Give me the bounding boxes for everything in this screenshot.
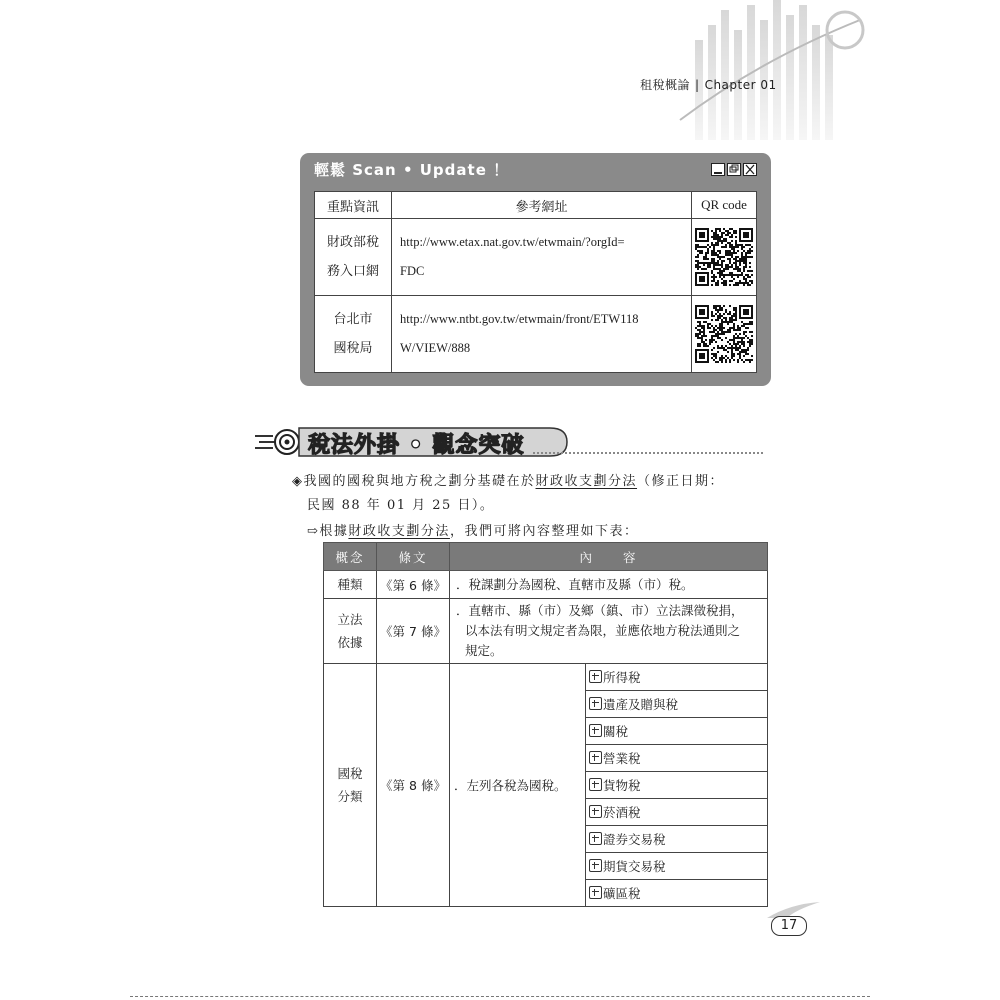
concept-cell (324, 664, 377, 907)
diamond-bullet-icon: ◈ (292, 474, 304, 489)
col-header-qr: QR code (692, 192, 757, 219)
intro-paragraph-line1 (292, 470, 724, 489)
tax-name: 營業稅 (603, 751, 641, 766)
tax-name: 礦區稅 (603, 886, 641, 901)
decorative-chart-graphic (640, 0, 870, 140)
qr-code-icon (695, 305, 753, 363)
tax-name: 遺產及贈與稅 (603, 697, 679, 712)
table-row (324, 599, 768, 664)
scan-box-titlebar (314, 158, 754, 182)
content-cell: ．稅課劃分為國稅、直轄市及縣（市）稅。 (450, 571, 768, 599)
table-row (324, 571, 768, 599)
list-item (586, 799, 768, 826)
content-cell: ．左列各稅為國稅。 (450, 664, 586, 907)
tax-name: 貨物稅 (603, 778, 641, 793)
plus-box-icon (589, 697, 602, 710)
concept-line: 國稅 (337, 766, 363, 781)
page-bottom-rule (130, 996, 870, 997)
col-header-url: 參考網址 (392, 192, 692, 219)
scan-update-box (300, 153, 771, 386)
law-summary-table (323, 542, 768, 907)
content-line: ．直轄市、縣（市）及鄉（鎮、市）立法課徵稅捐， (456, 603, 744, 618)
para-text: 根據 (319, 524, 349, 539)
tax-name: 所得稅 (603, 670, 641, 685)
url-line[interactable]: FDC (400, 264, 425, 278)
url-line[interactable]: http://www.ntbt.gov.tw/etwmain/front/ETW118 (400, 312, 639, 326)
para-text: ，我們可將內容整理如下表： (449, 524, 639, 539)
running-header (640, 76, 777, 93)
page-number: 17 (771, 916, 807, 936)
qr-code-cell (692, 219, 757, 296)
tax-name: 菸酒稅 (603, 805, 641, 820)
table-row (324, 664, 768, 691)
article-cell: 《第 7 條》 (377, 599, 450, 664)
chapter-title: 租稅概論 (640, 78, 691, 92)
concept-cell: 種類 (324, 571, 377, 599)
list-item (586, 718, 768, 745)
list-item (586, 772, 768, 799)
maximize-icon (727, 163, 741, 176)
article-cell: 《第 6 條》 (377, 571, 450, 599)
row-label-line: 務入口網 (326, 264, 379, 279)
header-separator: | (695, 78, 700, 92)
row-label (315, 296, 392, 373)
content-line: 規定。 (465, 643, 503, 658)
row-label-line: 財政部稅 (326, 235, 379, 250)
row-label (315, 219, 392, 296)
col-header-info: 重點資訊 (315, 192, 392, 219)
col-header-concept: 概念 (324, 543, 377, 571)
reference-table (314, 191, 757, 373)
concept-line: 立法 (337, 612, 363, 627)
col-header-article: 條文 (377, 543, 450, 571)
tax-name: 證券交易稅 (603, 832, 666, 847)
content-line: 以本法有明文規定者為限，並應依地方稅法通則之 (465, 623, 741, 638)
dotted-divider (533, 452, 763, 454)
list-item (586, 853, 768, 880)
plus-box-icon (589, 751, 602, 764)
minimize-icon (711, 163, 725, 176)
chapter-number: Chapter 01 (704, 78, 777, 92)
section-heading (253, 422, 763, 462)
plus-box-icon (589, 778, 602, 791)
list-item (586, 826, 768, 853)
article-cell: 《第 8 條》 (377, 664, 450, 907)
qr-code-icon (695, 228, 753, 286)
intro-paragraph-line2 (307, 494, 494, 513)
table-row (315, 219, 757, 296)
law-name: 財政收支劃分法 (535, 474, 638, 489)
col-header-content: 內 容 (450, 543, 768, 571)
plus-box-icon (589, 886, 602, 899)
law-name: 財政收支劃分法 (348, 524, 450, 539)
url-line[interactable]: http://www.etax.nat.gov.tw/etwmain/?orgId= (400, 235, 625, 249)
window-controls (711, 163, 757, 176)
plus-box-icon (589, 805, 602, 818)
row-label-line: 國稅局 (333, 341, 373, 356)
plus-box-icon (589, 832, 602, 845)
list-item (586, 745, 768, 772)
url-link[interactable] (392, 219, 692, 296)
table-intro-line (307, 520, 638, 539)
arrow-icon: ⇨ (307, 524, 320, 539)
close-icon (743, 163, 757, 176)
row-label-line: 台北市 (333, 312, 373, 327)
table-row (315, 296, 757, 373)
list-item (586, 664, 768, 691)
concept-cell (324, 599, 377, 664)
scan-box-title: 輕鬆 Scan • Update ！ (314, 161, 510, 179)
plus-box-icon (589, 859, 602, 872)
page-number-badge (765, 900, 825, 940)
para-text: 我國的國稅與地方稅之劃分基礎在於 (303, 474, 536, 489)
para-text: 民國 88 年 01 月 25 日）。 (307, 498, 495, 513)
list-item (586, 880, 768, 907)
url-link[interactable] (392, 296, 692, 373)
tax-name: 關稅 (603, 724, 629, 739)
tax-name: 期貨交易稅 (603, 859, 666, 874)
list-item (586, 691, 768, 718)
concept-line: 依據 (337, 635, 363, 650)
qr-code-cell (692, 296, 757, 373)
para-text: （修正日期： (637, 474, 725, 489)
plus-box-icon (589, 670, 602, 683)
plus-box-icon (589, 724, 602, 737)
url-line[interactable]: W/VIEW/888 (400, 341, 471, 355)
concept-line: 分類 (337, 789, 363, 804)
section-title: 稅法外掛 • 觀念突破 (308, 433, 525, 458)
content-cell (450, 599, 768, 664)
